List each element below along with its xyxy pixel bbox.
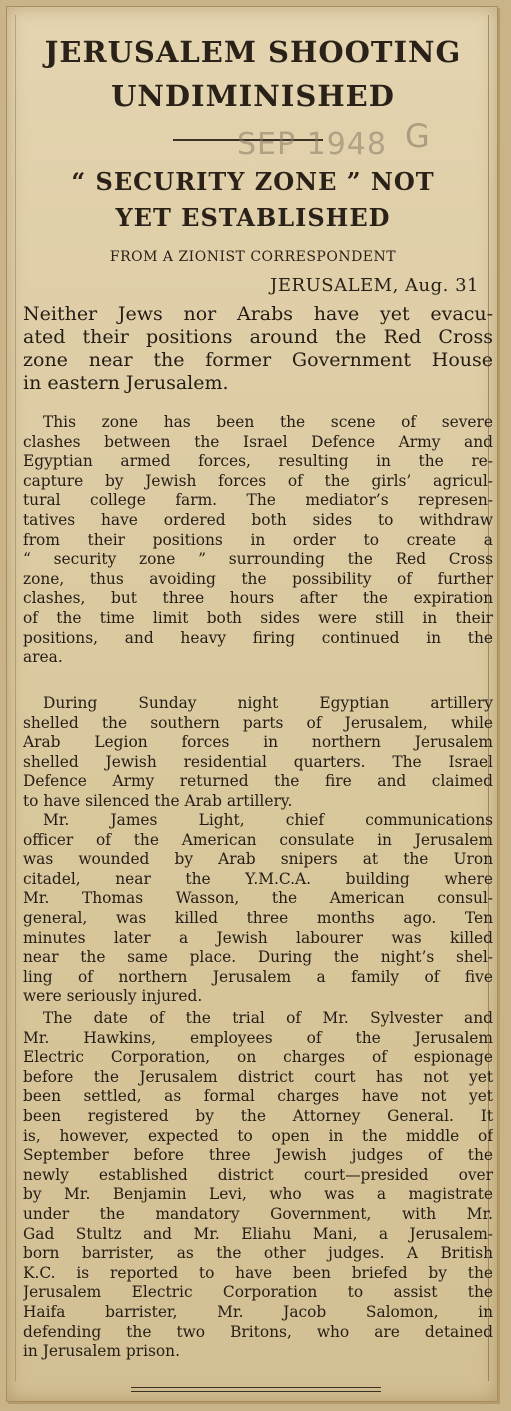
paragraph-line: been settled, as formal charges have not yet (23, 1087, 493, 1106)
paragraph-line: near the same place. During the night’s shel- (23, 948, 493, 967)
paragraph-line: capture by Jewish forces of the girls’ agricul- (23, 471, 493, 490)
byline: FROM A ZIONIST CORRESPONDENT (109, 249, 397, 265)
lead-line: Neither Jews nor Arabs have yet evacu- (23, 303, 493, 325)
subheadline-line-2: YET ESTABLISHED (115, 203, 391, 232)
column-rule-left (15, 15, 16, 1381)
paragraph-line: area. (23, 648, 63, 667)
paragraph-line: During Sunday night Egyptian artillery (43, 694, 493, 712)
paragraph-line: is, however, expected to open in the middle of (23, 1126, 493, 1145)
paragraph-line: Haifa barrister, Mr. Jacob Salomon, in (23, 1302, 493, 1321)
paragraph-line: September before three Jewish judges of the (23, 1146, 493, 1165)
paragraph-line: citadel, near the Y.M.C.A. building where (23, 869, 493, 888)
headline-line-2: UNDIMINISHED (111, 79, 395, 113)
end-rule (131, 1387, 381, 1392)
paragraph-line: born barrister, as the other judges. A British (23, 1244, 493, 1263)
paragraph-line: tural college farm. The mediator’s represen- (23, 491, 493, 510)
headline-line-1: JERUSALEM SHOOTING (44, 35, 462, 69)
paragraph-line: Electric Corporation, on charges of espionage (23, 1048, 493, 1067)
paragraph-line: tatives have ordered both sides to withdraw (23, 510, 493, 529)
paragraph-line: shelled Jewish residential quarters. The Israel (23, 752, 493, 771)
paragraph-line: by Mr. Benjamin Levi, who was a magistrate (23, 1185, 493, 1204)
paragraph-line: Defence Army returned the fire and claimed (23, 772, 493, 791)
paragraph-line: Mr. Thomas Wasson, the American consul- (23, 889, 493, 908)
body-paragraph-1 (23, 413, 493, 668)
paragraph-line: clashes, but three hours after the expiration (23, 589, 493, 608)
paragraph-line: Gad Stultz and Mr. Eliahu Mani, a Jerusalem- (23, 1224, 493, 1243)
paragraph-line: shelled the southern parts of Jerusalem, while (23, 713, 493, 732)
paragraph-line: “ security zone ” surrounding the Red Cross (23, 550, 493, 569)
paragraph-line: Mr. Hawkins, employees of the Jerusalem (23, 1028, 493, 1047)
paragraph-line: Arab Legion forces in northern Jerusalem (23, 733, 493, 752)
subheadline-line-1: “ SECURITY ZONE ” NOT (71, 167, 435, 196)
newspaper-clipping (6, 6, 498, 1402)
paragraph-line: general, was killed three months ago. Ten (23, 908, 493, 927)
body-paragraph-4 (23, 1009, 493, 1362)
paragraph-line: were seriously injured. (23, 987, 203, 1006)
paragraph-line: from their positions in order to create a (23, 530, 493, 549)
paragraph-line: defending the two Britons, who are detained (23, 1322, 493, 1341)
paragraph-line: newly established district court—presided over (23, 1165, 493, 1184)
paragraph-line: minutes later a Jewish labourer was killed (23, 928, 493, 947)
handwritten-mark: G (405, 117, 430, 155)
date-stamp: SEP 1948 (237, 127, 387, 162)
paragraph-line: to have silenced the Arab artillery. (23, 791, 293, 810)
paragraph-line: Egyptian armed forces, resulting in the re- (23, 452, 493, 471)
paragraph-line: been registered by the Attorney General. It (23, 1106, 493, 1125)
body-paragraph-3 (23, 811, 493, 1007)
paragraph-line: positions, and heavy firing continued in the (23, 628, 493, 647)
paragraph-line: in Jerusalem prison. (23, 1342, 180, 1361)
paragraph-line: Mr. James Light, chief communications (43, 811, 493, 829)
paragraph-line: clashes between the Israel Defence Army and (23, 432, 493, 451)
paragraph-line: This zone has been the scene of severe (43, 413, 493, 431)
lead-paragraph (23, 303, 493, 395)
paragraph-line: zone, thus avoiding the possibility of further (23, 569, 493, 588)
lead-line: ated their positions around the Red Cross (23, 326, 493, 348)
paragraph-line: officer of the American consulate in Jerusalem (23, 830, 493, 849)
body-paragraph-2 (23, 694, 493, 812)
paragraph-line: under the mandatory Government, with Mr. (23, 1204, 493, 1223)
paragraph-line: K.C. is reported to have been briefed by the (23, 1263, 493, 1282)
paragraph-line: Jerusalem Electric Corporation to assist the (23, 1283, 493, 1302)
lead-line: zone near the former Government House (23, 349, 493, 371)
paragraph-line: of the time limit both sides were still in their (23, 608, 493, 627)
paragraph-line: The date of the trial of Mr. Sylvester and (43, 1009, 493, 1027)
paragraph-line: ling of northern Jerusalem a family of five (23, 967, 493, 986)
dateline: JERUSALEM, Aug. 31 (270, 275, 479, 296)
paragraph-line: was wounded by Arab snipers at the Uron (23, 850, 493, 869)
paragraph-line: before the Jerusalem district court has not yet (23, 1067, 493, 1086)
lead-line: in eastern Jerusalem. (23, 372, 229, 394)
